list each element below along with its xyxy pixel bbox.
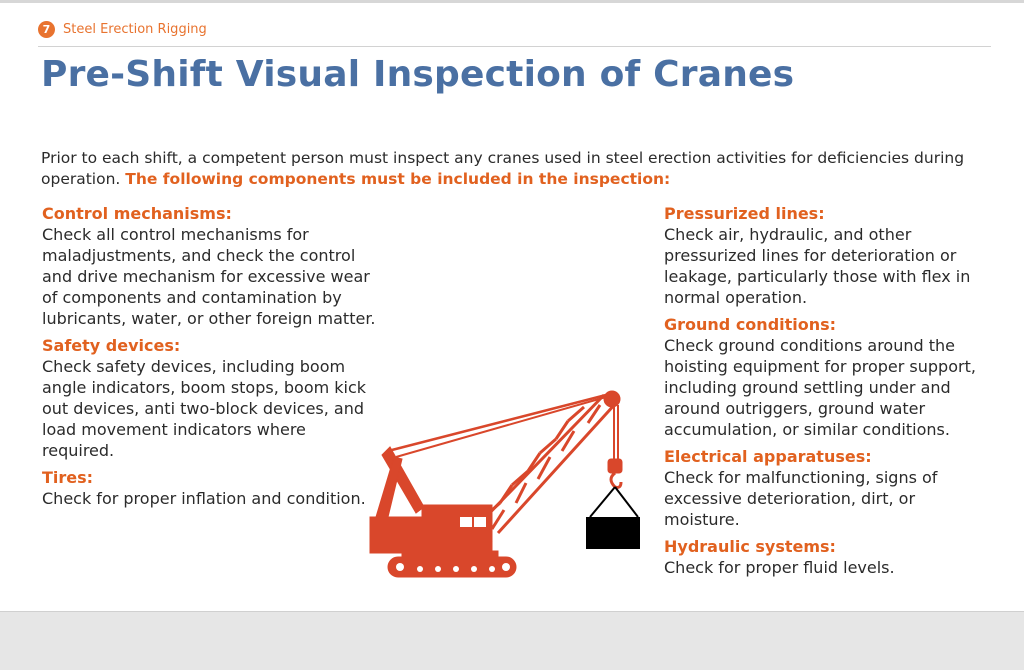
header-divider (38, 46, 991, 47)
item-body: Check for proper fluid levels. (664, 558, 895, 577)
item-heading: Tires: (42, 468, 94, 487)
breadcrumb-label: Steel Erection Rigging (63, 22, 207, 37)
item-body: Check air, hydraulic, and other pressurized lines for deterioration or leakage, particularly those with flex in normal operation. (664, 225, 971, 307)
left-column (42, 203, 377, 515)
list-item (664, 446, 984, 530)
item-body: Check ground conditions around the hoisting equipment for proper support, including ground settling under and around outriggers, ground water accumulation, or similar conditions. (664, 336, 976, 439)
item-heading: Ground conditions: (664, 315, 837, 334)
item-body: Check safety devices, including boom angle indicators, boom stops, boom kick out devices, anti two-block devices, and load movement indicators where required. (42, 357, 367, 460)
item-heading: Safety devices: (42, 336, 181, 355)
item-heading: Electrical apparatuses: (664, 447, 872, 466)
item-heading: Hydraulic systems: (664, 537, 836, 556)
step-number-badge: 7 (38, 21, 55, 38)
breadcrumb (38, 21, 207, 38)
list-item (664, 314, 984, 440)
item-heading: Control mechanisms: (42, 204, 232, 223)
item-heading: Pressurized lines: (664, 204, 825, 223)
item-body: Check for malfunctioning, signs of excessive deterioration, dirt, or moisture. (664, 468, 938, 529)
page-title: Pre-Shift Visual Inspection of Cranes (41, 54, 795, 95)
item-body: Check all control mechanisms for maladjustments, and check the control and drive mechanism for excessive wear of components and contamination by lubricants, water, or other foreign matter. (42, 225, 376, 328)
intro-text: Prior to each shift, a competent person must inspect any cranes used in steel erection activities for deficiencies during operation. (41, 149, 965, 188)
list-item (42, 335, 377, 461)
item-body: Check for proper inflation and condition. (42, 489, 366, 508)
list-item (42, 203, 377, 329)
list-item (664, 536, 984, 578)
list-item (42, 467, 377, 509)
top-border (0, 0, 1024, 3)
intro-emphasis: The following components must be included in the inspection: (125, 170, 671, 188)
right-column (664, 203, 984, 584)
intro-paragraph (41, 148, 981, 190)
crawler-crane-icon (366, 385, 644, 583)
footer-bar (0, 611, 1024, 670)
list-item (664, 203, 984, 308)
